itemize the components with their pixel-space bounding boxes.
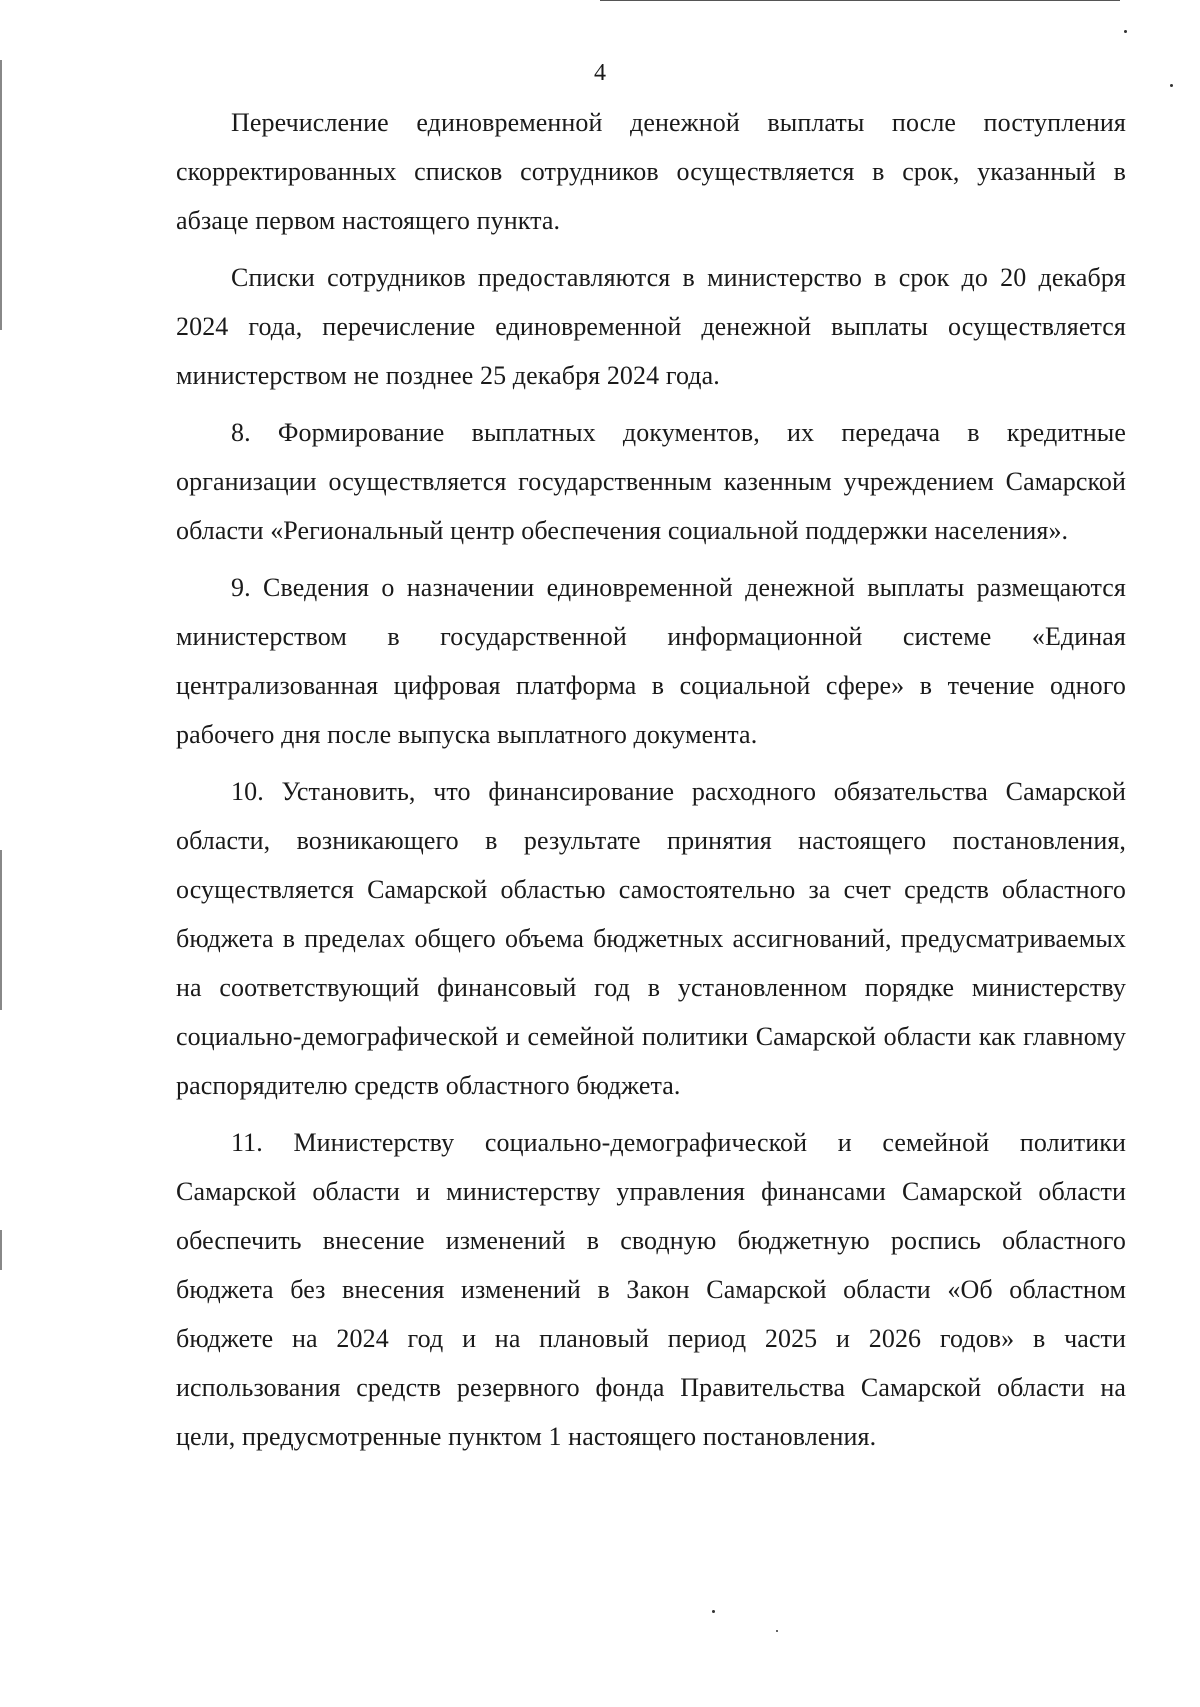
scan-edge-mark (0, 850, 2, 1010)
scan-speck (1124, 30, 1127, 33)
paragraph-item-10: 10. Установить, что финансирование расходного обязательства Самарской области, возникающего в результате принятия настоящего постановления, осуществляется Самарской областью самостоятельно за счет средств областного бюджета в пределах общего объема бюджетных ассигнований, предусматриваемых на соответствующий финансовый год в установленном порядке министерству социально-демографической и семейной политики Самарской области как главному распорядителю средств областного бюджета. (176, 777, 1126, 1100)
paragraph-item-9: 9. Сведения о назначении единовременной денежной выплаты размещаются министерством в государственной информационной системе «Единая централизованная цифровая платформа в социальной сфере» в течение одного рабочего дня после выпуска выплатного документа. (176, 573, 1126, 749)
page-number: 4 (594, 60, 606, 86)
paragraph-item-8: 8. Формирование выплатных документов, их передача в кредитные организации осуществляется государственным казенным учреждением Самарской области «Региональный центр обеспечения социальной поддержки населения». (176, 418, 1126, 545)
paragraph-lists-deadline: Списки сотрудников предоставляются в министерство в срок до 20 декабря 2024 года, перечисление единовременной денежной выплаты осуществляется министерством не позднее 25 декабря 2024 года. (176, 263, 1126, 390)
scan-edge-mark (0, 60, 2, 330)
scan-speck (776, 1630, 778, 1632)
scan-edge-mark (0, 1230, 2, 1270)
paragraph-item-11: 11. Министерству социально-демографической и семейной политики Самарской области и министерству управления финансами Самарской области обеспечить внесение изменений в сводную бюджетную роспись областного бюджета без внесения изменений в Закон Самарской области «Об областном бюджете на 2024 год и на плановый период 2025 и 2026 годов» в части использования средств резервного фонда Правительства Самарской области на цели, предусмотренные пунктом 1 настоящего постановления. (176, 1128, 1126, 1451)
scan-speck (712, 1610, 715, 1613)
scan-top-edge (600, 0, 1120, 1)
paragraph-transfer-after-correction: Перечисление единовременной денежной выплаты после поступления скорректированных списков сотрудников осуществляется в срок, указанный в абзаце первом настоящего пункта. (176, 108, 1126, 235)
document-body (176, 98, 1126, 1461)
